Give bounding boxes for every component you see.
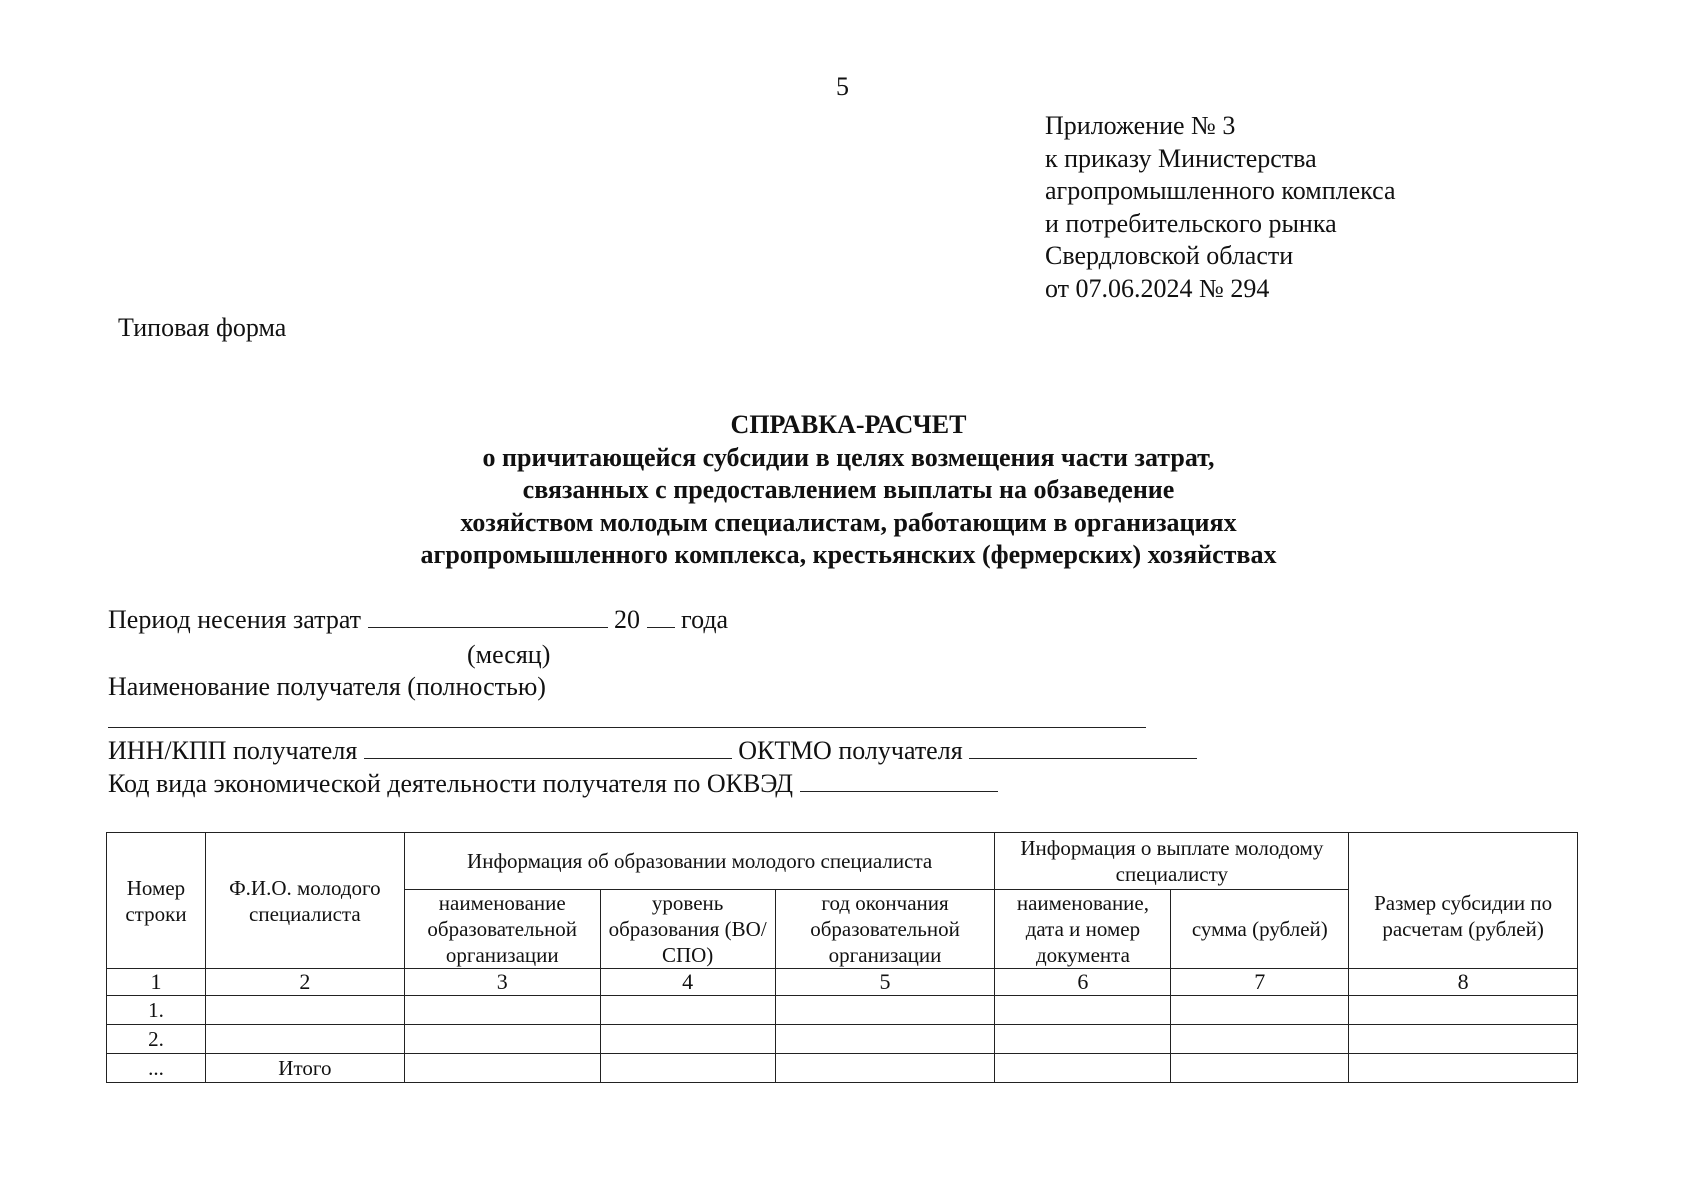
header-pay-sum: сумма (рублей) <box>1171 890 1349 969</box>
inn-oktmo-row <box>108 736 1197 766</box>
okved-label: Код вида экономической деятельности получателя по ОКВЭД <box>108 769 794 798</box>
inn-label: ИНН/КПП получателя <box>108 736 358 765</box>
period-year-blank[interactable] <box>647 605 675 628</box>
column-number: 3 <box>404 969 600 996</box>
period-year-prefix: 20 <box>614 605 641 634</box>
column-number: 5 <box>775 969 995 996</box>
pay-doc-cell[interactable] <box>995 996 1171 1025</box>
edu-level-cell[interactable] <box>600 1025 775 1054</box>
appendix-line: Свердловской области <box>1045 241 1294 270</box>
pay-doc-cell[interactable] <box>995 1025 1171 1054</box>
page-number: 5 <box>836 72 849 101</box>
recipient-name-label: Наименование получателя (полностью) <box>108 672 546 701</box>
appendix-block <box>1045 110 1396 305</box>
okved-row <box>108 769 998 799</box>
appendix-line: и потребительского рынка <box>1045 208 1337 238</box>
header-pay-doc: наименование, дата и номер документа <box>995 890 1171 969</box>
appendix-line: Приложение № 3 <box>1045 111 1236 140</box>
header-payment-group: Информация о выплате молодому специалисту <box>995 833 1349 890</box>
header-edu-level: уровень образования (ВО/СПО) <box>600 890 775 969</box>
pay-sum-cell[interactable] <box>1171 1054 1349 1083</box>
title-line: хозяйством молодым специалистам, работающим в организациях <box>460 507 1237 537</box>
column-number: 4 <box>600 969 775 996</box>
row-number-cell: 2. <box>107 1025 206 1054</box>
table-row <box>107 1025 1578 1054</box>
header-subsidy: Размер субсидии по расчетам (рублей) <box>1349 833 1578 969</box>
header-grad-year: год окончания образовательной организации <box>775 890 995 969</box>
grad-year-cell[interactable] <box>775 1054 995 1083</box>
subsidy-cell[interactable] <box>1349 1025 1578 1054</box>
oktmo-label: ОКТМО получателя <box>738 736 963 765</box>
row-number-cell: ... <box>107 1054 206 1083</box>
column-number: 2 <box>205 969 404 996</box>
edu-org-cell[interactable] <box>404 996 600 1025</box>
title-line: о причитающейся субсидии в целях возмещения части затрат, <box>482 442 1215 472</box>
period-month-blank[interactable] <box>368 605 608 628</box>
calculation-table <box>106 832 1578 1083</box>
row-number-cell: 1. <box>107 996 206 1025</box>
subsidy-cell[interactable] <box>1349 996 1578 1025</box>
title-line: связанных с предоставлением выплаты на обзаведение <box>522 475 1175 504</box>
pay-doc-cell[interactable] <box>995 1054 1171 1083</box>
column-number: 8 <box>1349 969 1578 996</box>
inn-blank[interactable] <box>364 736 732 759</box>
subsidy-cell[interactable] <box>1349 1054 1578 1083</box>
fio-cell[interactable] <box>205 996 404 1025</box>
form-type-label: Типовая форма <box>118 313 287 342</box>
period-row <box>108 605 728 635</box>
column-number-row <box>107 969 1578 996</box>
header-education-group: Информация об образовании молодого специалиста <box>404 833 995 890</box>
edu-org-cell[interactable] <box>404 1054 600 1083</box>
edu-level-cell[interactable] <box>600 996 775 1025</box>
oktmo-blank[interactable] <box>969 736 1197 759</box>
document-title <box>0 409 1697 572</box>
edu-level-cell[interactable] <box>600 1054 775 1083</box>
table-row <box>107 996 1578 1025</box>
edu-org-cell[interactable] <box>404 1025 600 1054</box>
month-caption: (месяц) <box>467 640 551 669</box>
period-label: Период несения затрат <box>108 605 362 634</box>
column-number: 1 <box>107 969 206 996</box>
pay-sum-cell[interactable] <box>1171 996 1349 1025</box>
appendix-line: от 07.06.2024 № 294 <box>1045 273 1270 303</box>
okved-blank[interactable] <box>800 769 998 792</box>
total-row <box>107 1054 1578 1083</box>
total-label-cell: Итого <box>205 1054 404 1083</box>
column-number: 7 <box>1171 969 1349 996</box>
period-year-suffix: года <box>681 605 729 634</box>
appendix-line: к приказу Министерства <box>1045 143 1317 173</box>
grad-year-cell[interactable] <box>775 1025 995 1054</box>
header-fio: Ф.И.О. молодого специалиста <box>205 833 404 969</box>
header-edu-org: наименование образовательной организации <box>404 890 600 969</box>
header-row-top <box>107 833 1578 890</box>
pay-sum-cell[interactable] <box>1171 1025 1349 1054</box>
appendix-line: агропромышленного комплекса <box>1045 176 1396 205</box>
title-line: агропромышленного комплекса, крестьянских (фермерских) хозяйствах <box>420 540 1277 569</box>
column-number: 6 <box>995 969 1171 996</box>
fio-cell[interactable] <box>205 1025 404 1054</box>
recipient-name-blank[interactable] <box>108 727 1146 728</box>
grad-year-cell[interactable] <box>775 996 995 1025</box>
header-row-number: Номер строки <box>107 833 206 969</box>
title-main: СПРАВКА-РАСЧЕТ <box>730 410 967 439</box>
